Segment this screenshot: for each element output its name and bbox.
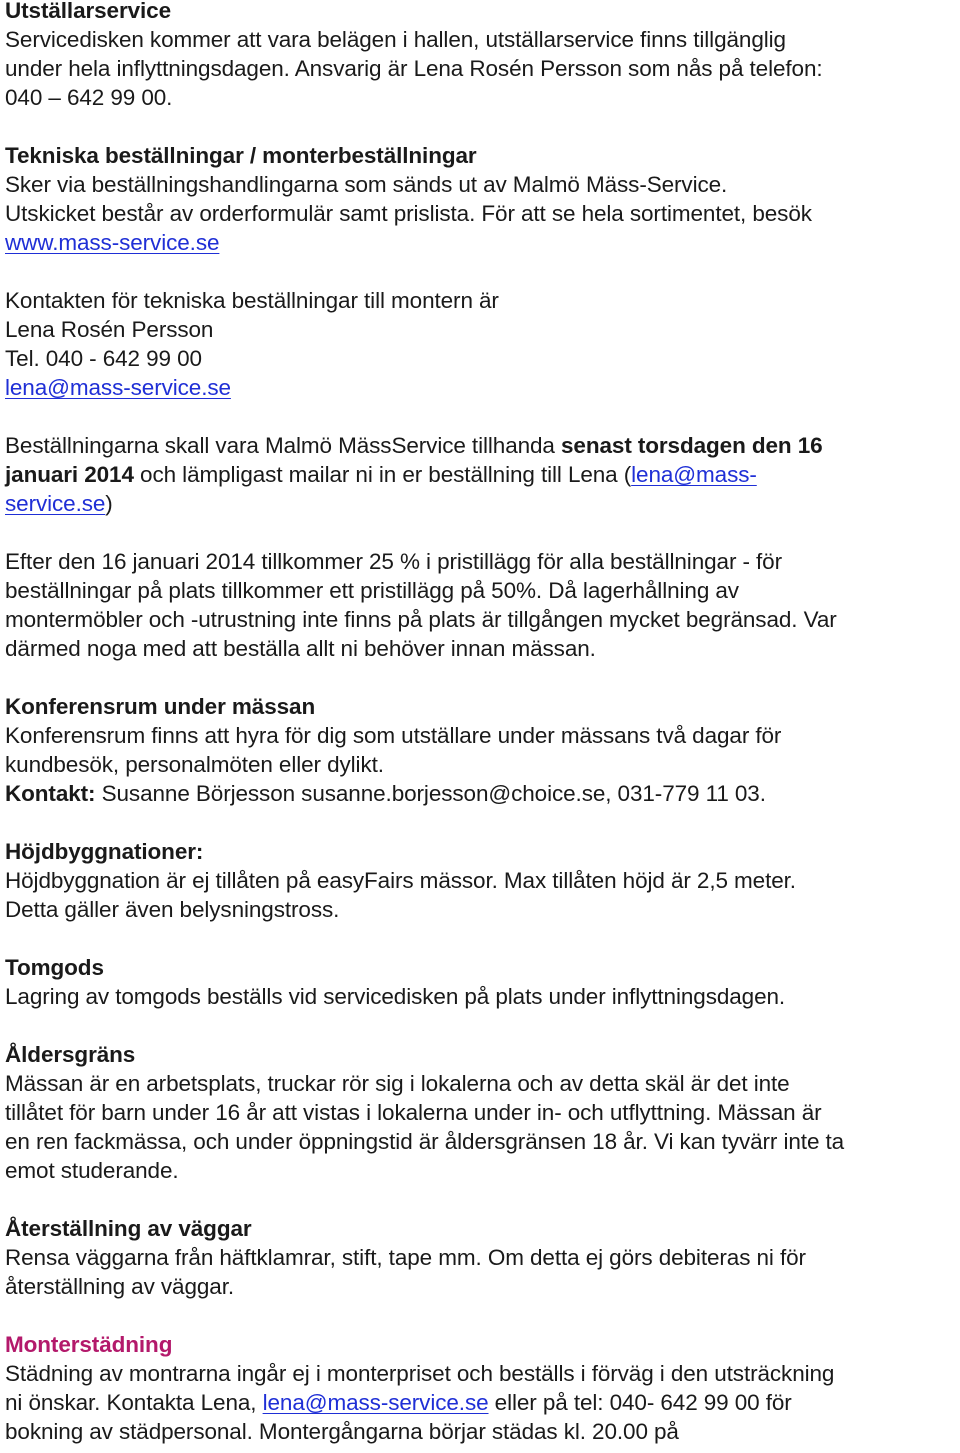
heading-aterstallning: Återställning av väggar bbox=[5, 1216, 252, 1241]
heading-monterstadning: Monterstädning bbox=[5, 1332, 173, 1357]
contact-email-link[interactable]: lena@mass-service.se bbox=[5, 375, 231, 400]
paragraph-line: Lagring av tomgods beställs vid servicedisken på plats under inflyttningsdagen. bbox=[5, 984, 786, 1009]
deadline-line: januari 2014 och lämpligast mailar ni in er beställning till Lena (lena@mass- bbox=[5, 462, 757, 487]
contact-phone: Tel. 040 - 642 99 00 bbox=[5, 346, 202, 371]
deadline-email-link[interactable]: lena@mass- bbox=[631, 462, 757, 487]
paragraph-line: Städning av montrarna ingår ej i monterpriset och beställs i förväg i den utsträckning bbox=[5, 1361, 835, 1386]
paragraph-line: Sker via beställningshandlingarna som sänds ut av Malmö Mäss-Service. bbox=[5, 172, 728, 197]
konferensrum-contact: Kontakt: Susanne Börjesson susanne.borjesson@choice.se, 031-779 11 03. bbox=[5, 781, 766, 806]
monterstadning-contact-line: ni önskar. Kontakta Lena, lena@mass-service.se eller på tel: 040- 642 99 00 för bbox=[5, 1390, 792, 1415]
paragraph-line: kundbesök, personalmöten eller dylikt. bbox=[5, 752, 384, 777]
paragraph-line: Servicedisken kommer att vara belägen i hallen, utställarservice finns tillgänglig bbox=[5, 27, 786, 52]
paragraph-line: därmed noga med att beställa allt ni behöver innan mässan. bbox=[5, 636, 596, 661]
heading-aldersgrans: Åldersgräns bbox=[5, 1042, 136, 1067]
heading-utstallarservice: Utställarservice bbox=[5, 0, 172, 23]
heading-tekniska-bestallningar: Tekniska beställningar / monterbeställningar bbox=[5, 143, 477, 168]
paragraph-line: Utskicket består av orderformulär samt prislista. För att se hela sortimentet, besök bbox=[5, 201, 812, 226]
paragraph-line: Rensa väggarna från häftklamrar, stift, tape mm. Om detta ej görs debiteras ni för bbox=[5, 1245, 806, 1270]
paragraph-line: återställning av väggar. bbox=[5, 1274, 234, 1299]
heading-hojdbyggnationer: Höjdbyggnationer: bbox=[5, 839, 204, 864]
deadline-email-link-cont[interactable]: service.se bbox=[5, 491, 106, 516]
paragraph-line: Detta gäller även belysningstross. bbox=[5, 897, 340, 922]
paragraph-line: tillåtet för barn under 16 år att vistas i lokalerna under in- och utflyttning. Mässan är bbox=[5, 1100, 822, 1125]
paragraph-line: Kontakten för tekniska beställningar till montern är bbox=[5, 288, 499, 313]
paragraph-line: montermöbler och -utrustning inte finns på plats är tillgången mycket begränsad. Var bbox=[5, 607, 837, 632]
paragraph-line: Efter den 16 januari 2014 tillkommer 25 % i pristillägg för alla beställningar - för bbox=[5, 549, 782, 574]
paragraph-line: Mässan är en arbetsplats, truckar rör sig i lokalerna och av detta skäl är det inte bbox=[5, 1071, 790, 1096]
paragraph-line: Höjdbyggnation är ej tillåten på easyFairs mässor. Max tillåten höjd är 2,5 meter. bbox=[5, 868, 796, 893]
heading-tomgods: Tomgods bbox=[5, 955, 104, 980]
paragraph-line: beställningar på plats tillkommer ett pristillägg på 50%. Då lagerhållning av bbox=[5, 578, 739, 603]
paragraph-line: bokning av städpersonal. Montergångarna börjar städas kl. 20.00 på bbox=[5, 1419, 679, 1444]
deadline-line: Beställningarna skall vara Malmö MässService tillhanda senast torsdagen den 16 bbox=[5, 433, 823, 458]
paragraph-line: en ren fackmässa, och under öppningstid är åldersgränsen 18 år. Vi kan tyvärr inte ta bbox=[5, 1129, 845, 1154]
monterstadning-email-link[interactable]: lena@mass-service.se bbox=[262, 1390, 489, 1415]
paragraph-line: emot studerande. bbox=[5, 1158, 179, 1183]
heading-konferensrum: Konferensrum under mässan bbox=[5, 694, 316, 719]
paragraph-line: 040 – 642 99 00. bbox=[5, 85, 173, 110]
deadline-line: service.se) bbox=[5, 491, 113, 516]
contact-name: Lena Rosén Persson bbox=[5, 317, 214, 342]
paragraph-line: Konferensrum finns att hyra för dig som utställare under mässans två dagar för bbox=[5, 723, 782, 748]
mass-service-website-link[interactable]: www.mass-service.se bbox=[5, 230, 220, 255]
paragraph-line: under hela inflyttningsdagen. Ansvarig är Lena Rosén Persson som nås på telefon: bbox=[5, 56, 823, 81]
